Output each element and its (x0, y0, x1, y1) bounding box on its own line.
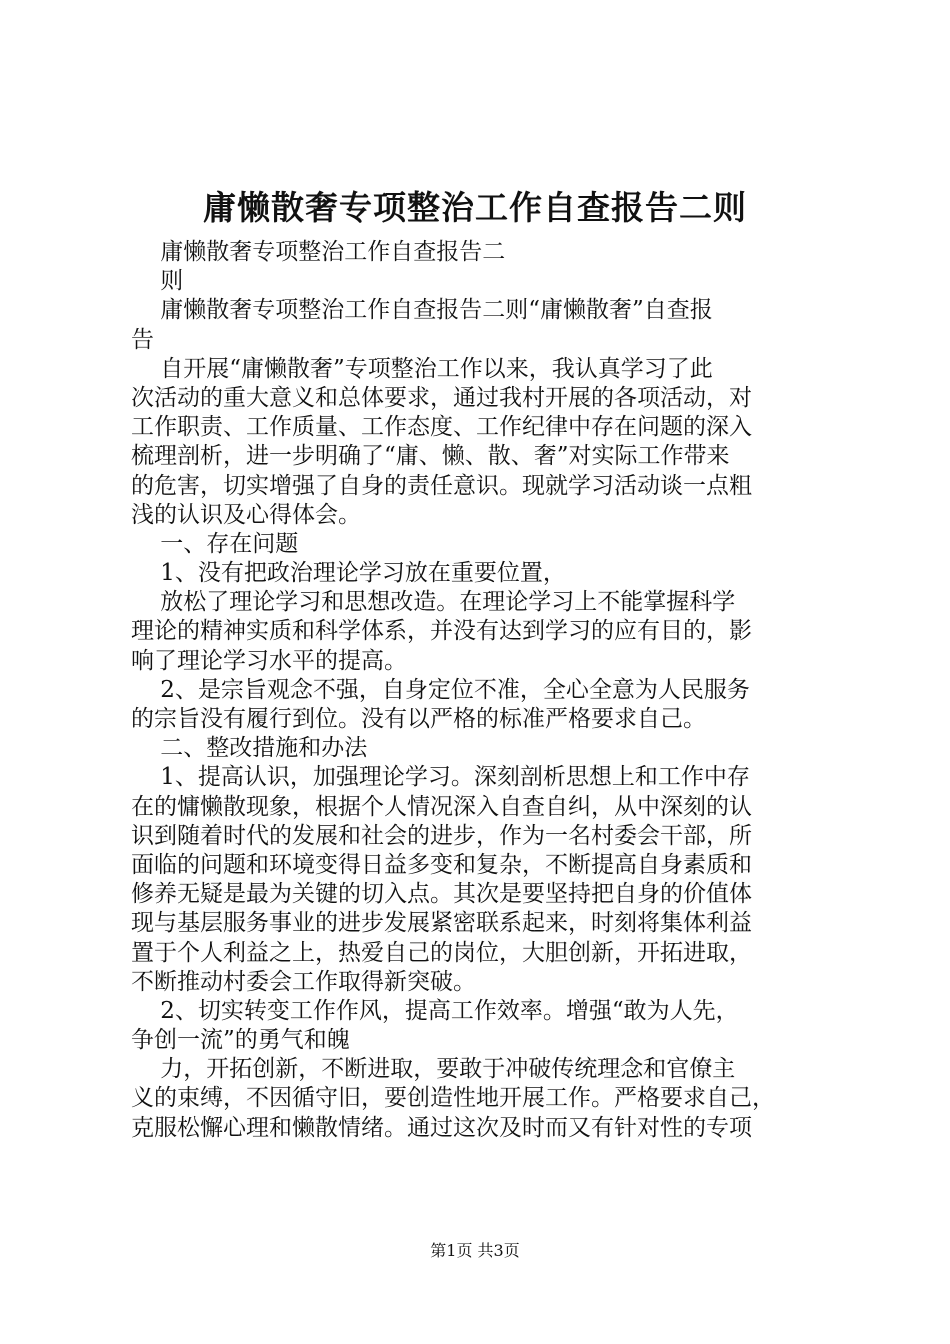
body-text-line: 告 (131, 326, 154, 353)
body-text-line: 放松了理论学习和思想改造。在理论学习上不能掌握科学 (131, 589, 736, 616)
body-text-line: 的宗旨没有履行到位。没有以严格的标准严格要求自己。 (131, 706, 706, 732)
body-text-line: 的危害，切实增强了自身的责任意识。现就学习活动谈一点粗 (131, 472, 752, 499)
body-text-line: 浅的认识及心得体会。 (131, 501, 361, 528)
body-text-line: 二、整改措施和办法 (131, 735, 368, 762)
body-text-line: 在的慵懒散现象，根据个人情况深入自查自纠，从中深刻的认 (131, 793, 752, 820)
body-text-line: 争创一流”的勇气和魄 (131, 1027, 350, 1054)
body-text-line: 力，开拓创新，不断进取，要敢于冲破传统理念和官僚主 (131, 1056, 736, 1083)
body-text-line: 现与基层服务事业的进步发展紧密联系起来，时刻将集体利益 (131, 910, 752, 937)
body-text-line: 则 (131, 268, 184, 295)
body-text-line: 修养无疑是最为关键的切入点。其次是要坚持把自身的价值体 (131, 881, 752, 908)
body-text-line: 庸懒散奢专项整治工作自查报告二 (131, 239, 506, 265)
body-text-line: 1、没有把政治理论学习放在重要位置， (131, 560, 566, 587)
body-text-line: 2、是宗旨观念不强，自身定位不准，全心全意为人民服务 (131, 676, 750, 703)
body-text-line: 梳理剖析，进一步明确了“庸、懒、散、奢”对实际工作带来 (131, 443, 730, 470)
body-text-line: 理论的精神实质和科学体系，并没有达到学习的应有目的，影 (131, 618, 752, 645)
body-text-line: 庸懒散奢专项整治工作自查报告二则“庸懒散奢”自查报 (131, 297, 713, 324)
body-text-line: 2、切实转变工作作风，提高工作效率。增强“敢为人先， (131, 997, 739, 1024)
body-text-line: 识到随着时代的发展和社会的进步，作为一名村委会干部，所 (131, 822, 752, 849)
body-text-line: 克服松懈心理和懒散情绪。通过这次及时而又有针对性的专项 (131, 1114, 752, 1141)
body-text-line: 次活动的重大意义和总体要求，通过我村开展的各项活动，对 (131, 384, 752, 411)
body-text-line: 不断推动村委会工作取得新突破。 (131, 968, 476, 995)
page-title: 庸懒散奢专项整治工作自查报告二则 (203, 188, 747, 227)
body-text-line: 工作职责、工作质量、工作态度、工作纪律中存在问题的深入 (131, 414, 752, 441)
document-body (131, 238, 831, 1143)
page-number-footer: 第1页 共3页 (430, 1241, 520, 1260)
body-text-line: 置于个人利益之上，热爱自己的岗位，大胆创新，开拓进取， (131, 939, 752, 966)
body-text-line: 响了理论学习水平的提高。 (131, 647, 407, 674)
body-text-line: 自开展“庸懒散奢”专项整治工作以来，我认真学习了此 (131, 355, 713, 382)
body-text-line: 面临的问题和环境变得日益多变和复杂，不断提高自身素质和 (131, 851, 752, 878)
body-text-line: 义的束缚，不因循守旧，要创造性地开展工作。严格要求自己， (131, 1085, 775, 1112)
body-text-line: 1、提高认识，加强理论学习。深刻剖析思想上和工作中存 (131, 764, 750, 791)
body-text-line: 一、存在问题 (131, 530, 299, 557)
